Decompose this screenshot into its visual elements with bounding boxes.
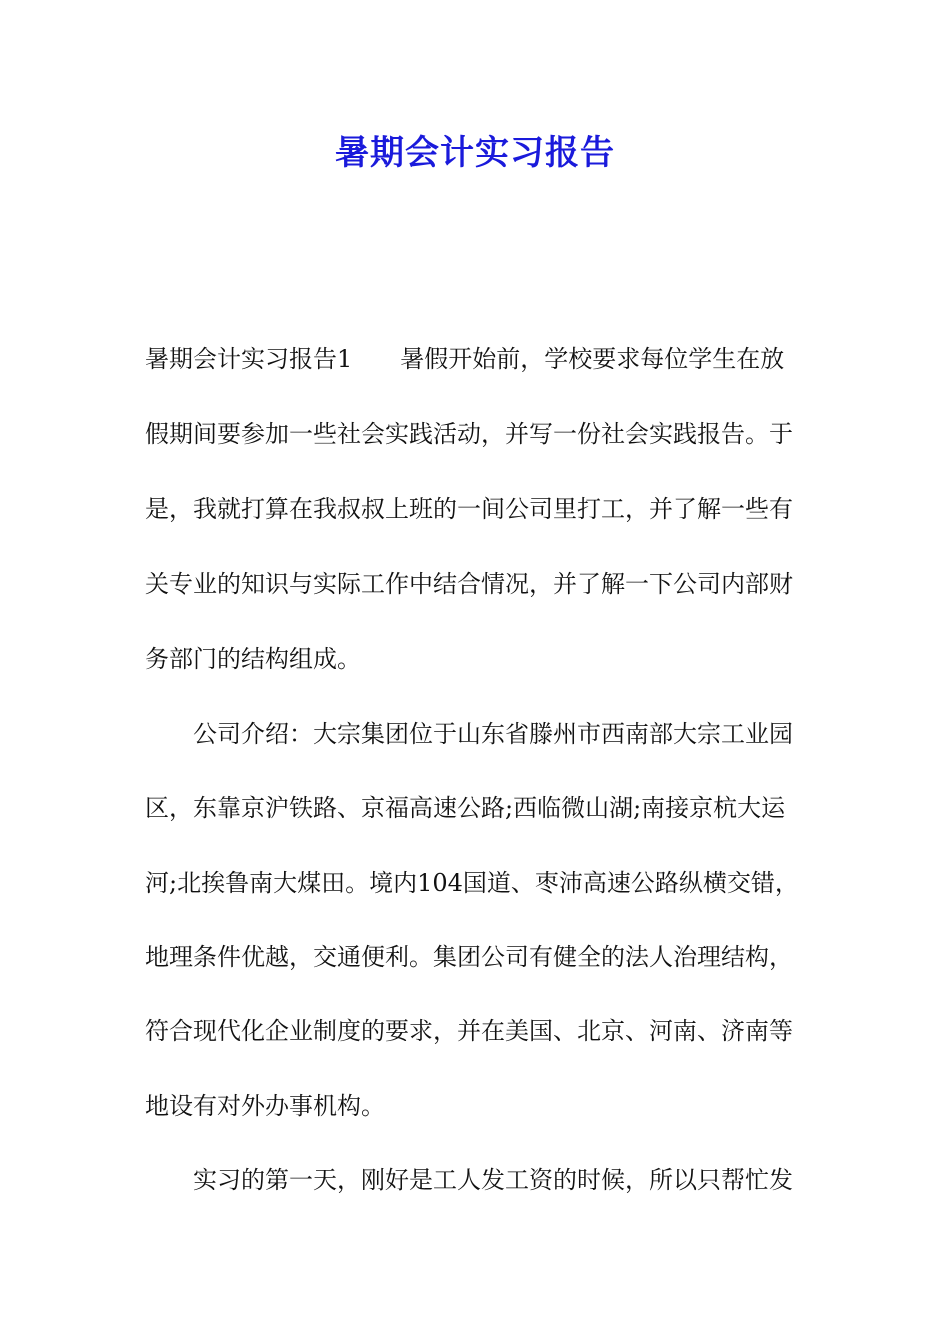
body-line: 关专业的知识与实际工作中结合情况，并了解一下公司内部财	[145, 570, 793, 598]
body-line: 暑期会计实习报告1 暑假开始前，学校要求每位学生在放	[145, 345, 785, 373]
body-line: 地设有对外办事机构。	[145, 1092, 385, 1120]
body-line: 公司介绍：大宗集团位于山东省滕州市西南部大宗工业园	[145, 720, 793, 748]
body-line: 是，我就打算在我叔叔上班的一间公司里打工，并了解一些有	[145, 495, 793, 523]
body-line: 实习的第一天，刚好是工人发工资的时候，所以只帮忙发	[145, 1166, 793, 1194]
body-line: 假期间要参加一些社会实践活动，并写一份社会实践报告。于	[145, 420, 793, 448]
body-line: 河;北挨鲁南大煤田。境内104国道、枣沛高速公路纵横交错，	[145, 869, 799, 897]
document-title: 暑期会计实习报告	[335, 133, 615, 173]
body-line: 地理条件优越，交通便利。集团公司有健全的法人治理结构，	[145, 943, 793, 971]
body-line: 务部门的结构组成。	[145, 645, 361, 673]
body-line: 区，东靠京沪铁路、京福高速公路;西临微山湖;南接京杭大运	[145, 794, 786, 822]
body-line: 符合现代化企业制度的要求，并在美国、北京、河南、济南等	[145, 1017, 793, 1045]
